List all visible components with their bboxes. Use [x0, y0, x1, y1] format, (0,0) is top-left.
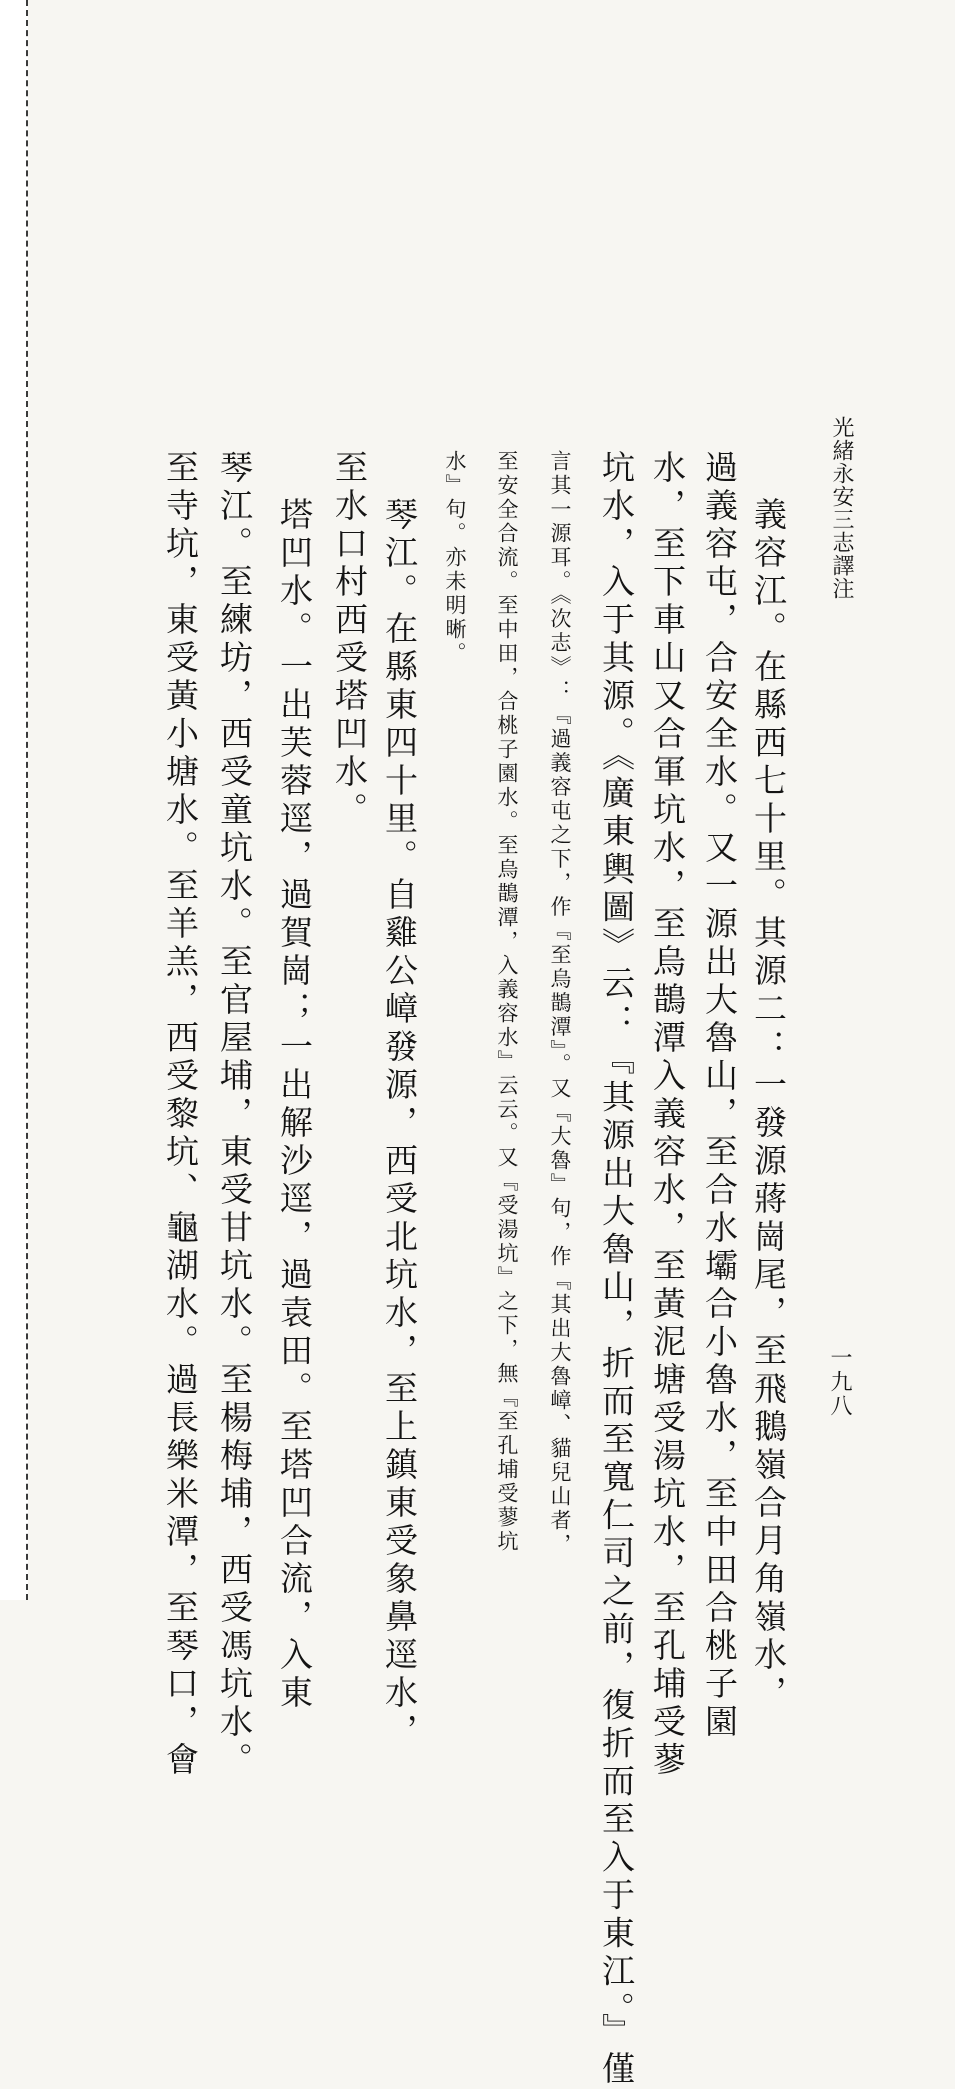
text-column-1: 義容江。在縣西七十里。其源二：一發源蔣崗尾，至飛鵝嶺合月角嶺水，: [749, 497, 788, 1713]
text-column-4: 坑水，入于其源。《廣東輿圖》云：『其源出大魯山，折而至寬仁司之前，復折而至入于東江。』僅: [597, 450, 636, 2089]
text-column-7: 塔凹水。一出芙蓉逕，過賀崗；一出解沙逕，過袁田。至塔凹合流，入東: [275, 497, 314, 1713]
text-column-5: 琴江。在縣東四十里。自雞公嶂發源，西受北坑水，至上鎮東受象鼻逕水，: [380, 497, 419, 1751]
text-column-2: 過義容屯，合安全水。又一源出大魯山，至合水壩合小魯水，至中田合桃子園: [700, 450, 739, 1742]
text-column-9: 至寺坑，東受黃小塘水。至羊羔，西受黎坑、龜湖水。過長樂米潭，至琴口，會: [161, 450, 200, 1780]
page-number: 一九八: [827, 1346, 852, 1418]
annotation-column-3: 水』句。亦未明晰。: [443, 450, 467, 666]
text-column-3: 水，至下車山又合軍坑水，至烏鵲潭入義容水，至黃泥塘受湯坑水，至孔埔受蓼: [648, 450, 687, 1780]
running-title: 光緒永安三志譯注: [829, 416, 854, 600]
text-column-8: 琴江。至練坊，西受童坑水。至官屋埔，東受甘坑水。至楊梅埔，西受馮坑水。: [215, 450, 254, 1780]
annotation-column-1: 言其一源耳。《次志》：『過義容屯之下，作『至烏鵲潭』。又『大魯』句，作『其出大魯嶂、貓兒山者，: [548, 450, 572, 1557]
torn-page-edge: [0, 0, 28, 1600]
text-column-6: 至水口村西受塔凹水。: [330, 450, 369, 830]
annotation-column-2: 至安全合流。至中田，合桃子園水。至烏鵲潭，入義容水』云云。又『受湯坑』之下，無『至孔埔受蓼坑: [495, 450, 519, 1554]
